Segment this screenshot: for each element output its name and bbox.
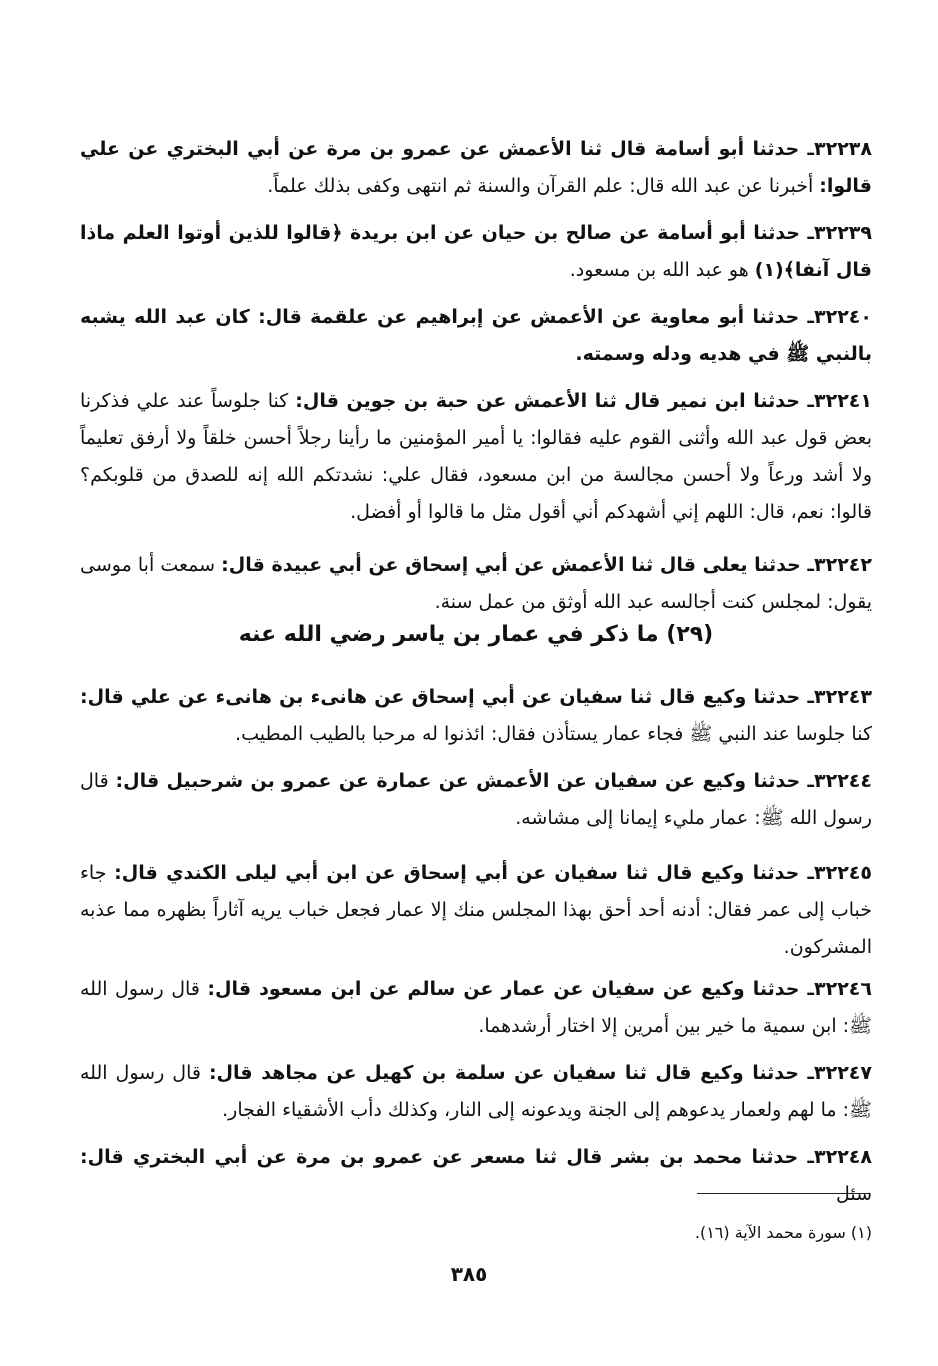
hadith-paragraph-32248: [80, 1139, 872, 1213]
footnote: (١) سورة محمد الآية (١٦).: [694, 1223, 872, 1242]
hadith-text: هو عبد الله بن مسعود.: [569, 259, 755, 281]
hadith-isnad: ـ حدثنا محمد بن بشر قال ثنا مسعر عن عمرو بن مرة عن أبي البختري قال:: [80, 1146, 815, 1168]
hadith-isnad: ـ حدثنا ابن نمير قال ثنا الأعمش عن حبة بن جوين قال:: [295, 390, 815, 412]
page-number: ٣٨٥: [450, 1262, 488, 1286]
section-heading: (٢٩) ما ذكر في عمار بن ياسر رضي الله عنه: [238, 622, 714, 647]
hadith-number: ٣٢٢٤٦: [814, 978, 872, 1000]
hadith-text: كنا جلوسا عند النبي ﷺ فجاء عمار يستأذن فقال: ائذنوا له مرحبا بالطيب المطيب.: [235, 723, 872, 745]
footnote-divider: [697, 1193, 869, 1194]
hadith-paragraph-32243: [80, 679, 872, 753]
hadith-paragraph-32247: [80, 1055, 872, 1129]
hadith-number: ٣٢٢٤٥: [814, 862, 872, 884]
hadith-number: ٣٢٢٤٠: [814, 306, 872, 328]
hadith-isnad: ـ حدثنا وكيع عن سفيان عن الأعمش عن عمارة عن عمرو بن شرحبيل قال:: [115, 770, 815, 792]
hadith-number: ٣٢٢٣٩: [814, 222, 872, 244]
hadith-paragraph-32244: [80, 763, 872, 837]
hadith-text: قال رسول الله ﷺ: ما لهم ولعمار يدعوهم إلى الجنة ويدعونه إلى النار، وكذلك دأب الأشقياء الفجار.: [80, 1062, 872, 1121]
hadith-number: ٣٢٢٣٨: [814, 138, 872, 160]
hadith-number: ٣٢٢٤٤: [814, 770, 872, 792]
hadith-number: ٣٢٢٤٨: [814, 1146, 872, 1168]
hadith-paragraph-32245: [80, 855, 872, 966]
hadith-paragraph-32246: [80, 971, 872, 1045]
hadith-text: قال رسول الله ﷺ: عمار مليء إيمانا إلى مشاشه.: [80, 770, 872, 829]
hadith-text: سمعت أبا موسى يقول: لمجلس كنت أجالسه عبد الله أوثق من عمل سنة.: [80, 554, 872, 613]
hadith-isnad: ـ حدثنا يعلى قال ثنا الأعمش عن أبي إسحاق عن أبي عبيدة قال:: [221, 554, 815, 576]
hadith-isnad: ـ حدثنا وكيع قال ثنا سفيان عن سلمة بن كهيل عن مجاهد قال:: [208, 1062, 815, 1084]
hadith-number: ٣٢٢٤٣: [814, 686, 872, 708]
hadith-number: ٣٢٢٤١: [814, 390, 872, 412]
hadith-isnad: ـ حدثنا وكيع عن سفيان عن عمار عن سالم عن ابن مسعود قال:: [207, 978, 815, 1000]
hadith-paragraph-32240: [80, 299, 872, 373]
hadith-text: أخبرنا عن عبد الله قال: علم القرآن والسنة ثم انتهى وكفى بذلك علماً.: [267, 175, 820, 197]
hadith-text: قال رسول الله ﷺ: ابن سمية ما خير بين أمرين إلا اختار أرشدهما.: [80, 978, 872, 1037]
hadith-isnad: ـ حدثنا وكيع قال ثنا سفيان عن أبي إسحاق عن ابن أبي ليلى الكندي قال:: [114, 862, 815, 884]
hadith-isnad: ـ حدثنا أبو أسامة قال ثنا الأعمش عن عمرو بن مرة عن أبي البختري عن علي قالوا:: [80, 138, 872, 197]
hadith-number: ٣٢٢٤٢: [814, 554, 872, 576]
hadith-isnad: ـ حدثنا وكيع قال ثنا سفيان عن أبي إسحاق عن هانىء بن هانىء عن علي قال:: [80, 686, 815, 708]
hadith-text: سئل: [835, 1183, 872, 1205]
hadith-paragraph-32239: [80, 215, 872, 289]
hadith-text: كنا جلوساً عند علي فذكرنا بعض قول عبد الله وأثنى القوم عليه فقالوا: يا أمير المؤمنين ما رأينا رجلاً أحسن خلقاً ولا أرفق تعليماً ولا أشد ورعاً ولا أحسن مجالسة من ابن مسعود، فقال علي: نشدتكم الله إنه للصدق من قلوبكم؟ قالوا: نعم، قال: اللهم إني أشهدكم أني أقول مثل ما قالوا أو أفضل.: [80, 390, 872, 523]
hadith-isnad: ـ حدثنا أبو أسامة عن صالح بن حيان عن ابن بريدة ﴿قالوا للذين أوتوا العلم ماذا قال آنفا﴾(١): [80, 222, 872, 281]
hadith-paragraph-32241: [80, 383, 872, 531]
hadith-paragraph-32242: [80, 547, 872, 621]
hadith-isnad: ـ حدثنا أبو معاوية عن الأعمش عن إبراهيم عن علقمة قال: كان عبد الله يشبه بالنبي ﷺ في هديه ودله وسمته.: [80, 306, 872, 365]
hadith-text: جاء خباب إلى عمر فقال: أدنه أحد أحق بهذا المجلس منك إلا عمار فجعل خباب يريه آثاراً بظهره مما عذبه المشركون.: [80, 862, 872, 958]
hadith-number: ٣٢٢٤٧: [814, 1062, 872, 1084]
hadith-paragraph-32238: [80, 131, 872, 205]
